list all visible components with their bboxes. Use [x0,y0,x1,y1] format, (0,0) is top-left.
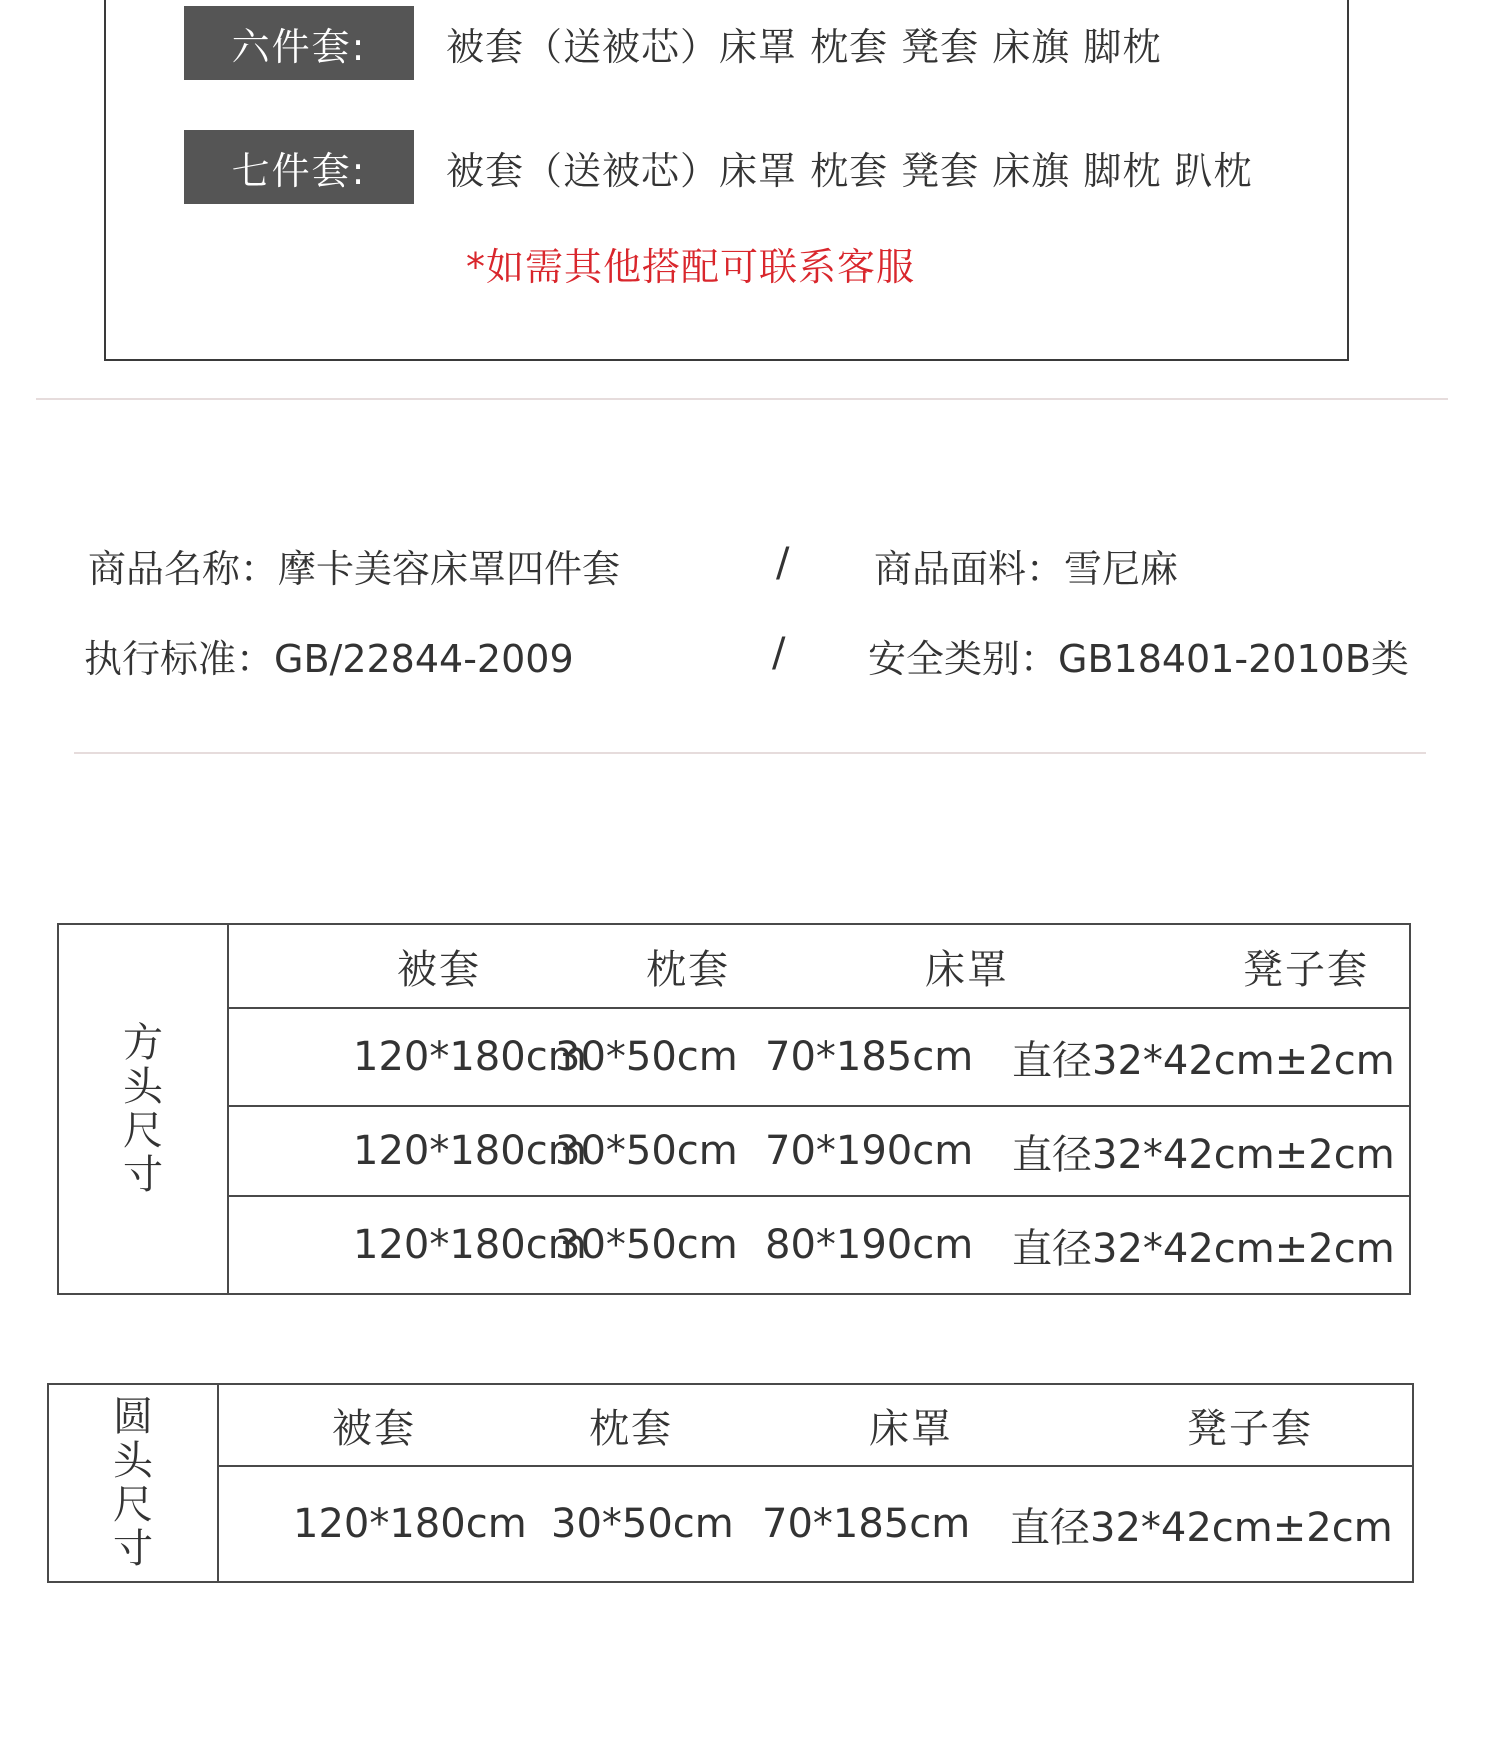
header-duvet-cover: 被套 [397,946,481,993]
side-char: 头 [123,1064,163,1110]
side-char: 头 [113,1438,153,1484]
header-stool-cover: 凳子套 [1187,1405,1313,1452]
execution-standard: 执行标准：GB/22844-2009 [84,637,574,681]
cell-stool-size: 直径32*42cm±2cm [1010,1504,1393,1551]
side-char: 方 [123,1020,163,1066]
header-pillowcase: 枕套 [589,1405,673,1452]
table-header-row [229,925,1409,1009]
product-fabric: 商品面料：雪尼麻 [874,547,1179,591]
header-bed-cover: 床罩 [925,946,1009,993]
product-name: 商品名称：摩卡美容床罩四件套 [88,547,621,591]
side-char: 寸 [113,1526,153,1572]
side-char: 寸 [123,1152,163,1198]
round-head-size-table [47,1383,1414,1583]
table-row [229,1197,1409,1293]
side-char: 尺 [113,1482,153,1528]
cell-stool-size: 直径32*42cm±2cm [1012,1131,1395,1178]
seven-piece-label: 七件套: [184,130,414,204]
cell-duvet-size: 120*180cm [353,1222,587,1268]
six-piece-items: 被套（送被芯）床罩 枕套 凳套 床旗 脚枕 [446,24,1162,69]
separator-1: / [776,540,790,586]
cell-bedcover-size: 70*190cm [765,1128,974,1174]
cell-bedcover-size: 70*185cm [762,1501,971,1547]
cell-duvet-size: 120*180cm [293,1501,527,1547]
six-piece-label: 六件套: [184,6,414,80]
header-stool-cover: 凳子套 [1243,946,1369,993]
safety-category: 安全类别：GB18401-2010B类 [868,637,1409,681]
cell-bedcover-size: 80*190cm [765,1222,974,1268]
divider-middle [74,752,1426,754]
table-row [229,1107,1409,1197]
header-duvet-cover: 被套 [332,1405,416,1452]
cell-stool-size: 直径32*42cm±2cm [1012,1037,1395,1084]
separator-2: / [772,630,786,676]
customer-service-note: *如需其他搭配可联系客服 [466,245,916,289]
table-row [229,1009,1409,1107]
cell-stool-size: 直径32*42cm±2cm [1012,1225,1395,1272]
cell-pillow-size: 30*50cm [551,1501,734,1547]
square-head-side-label [59,925,229,1293]
side-char: 尺 [123,1108,163,1154]
header-pillowcase: 枕套 [646,946,730,993]
cell-pillow-size: 30*50cm [555,1034,738,1080]
cell-duvet-size: 120*180cm [353,1128,587,1174]
round-head-side-label [49,1385,219,1581]
table-header-row [219,1385,1412,1467]
square-head-size-table [57,923,1411,1295]
header-bed-cover: 床罩 [869,1405,953,1452]
side-char: 圆 [113,1394,153,1440]
cell-pillow-size: 30*50cm [555,1128,738,1174]
divider-top [36,398,1448,400]
cell-bedcover-size: 70*185cm [765,1034,974,1080]
package-options-box [104,0,1349,361]
cell-pillow-size: 30*50cm [555,1222,738,1268]
table-row [219,1467,1412,1581]
cell-duvet-size: 120*180cm [353,1034,587,1080]
seven-piece-items: 被套（送被芯）床罩 枕套 凳套 床旗 脚枕 趴枕 [446,148,1253,193]
